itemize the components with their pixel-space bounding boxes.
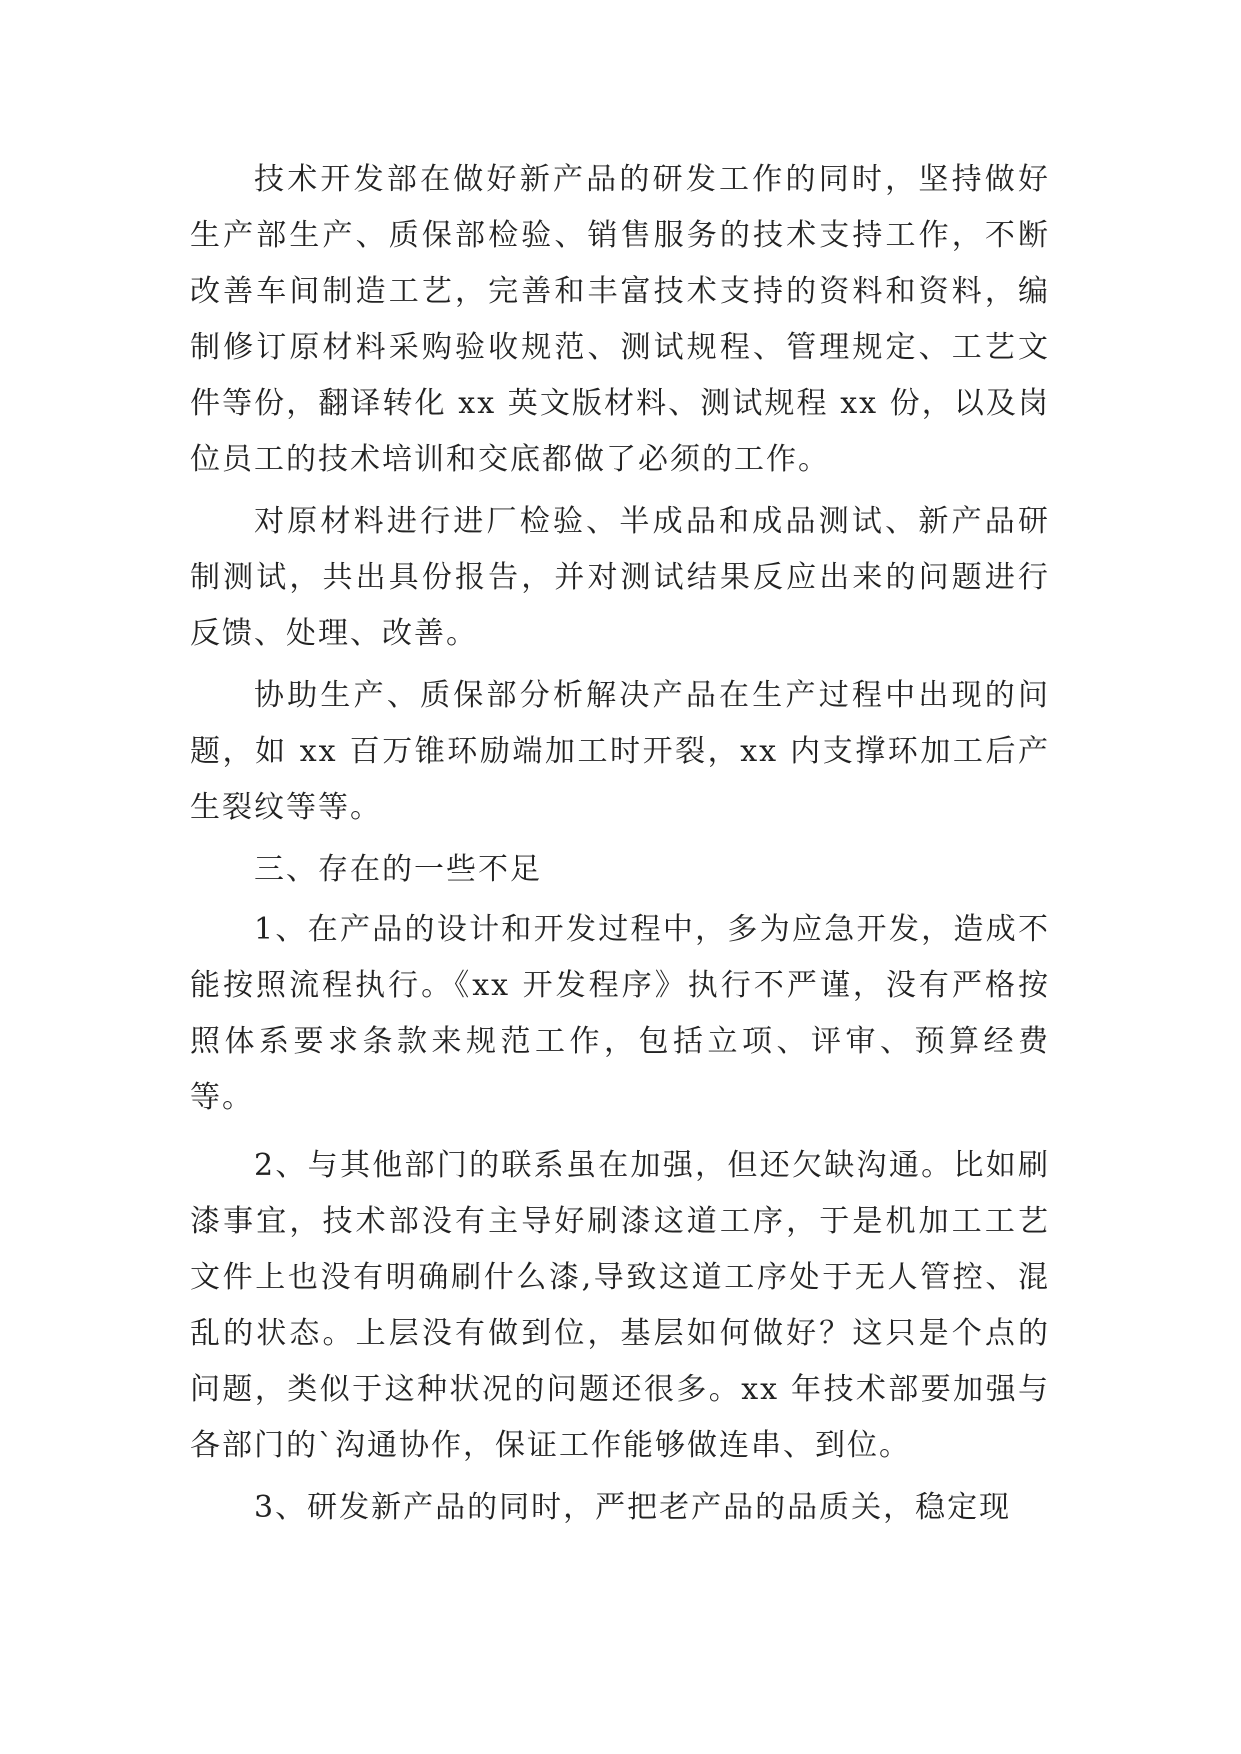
document-body [190, 152, 1050, 1536]
list-item-3: 3、研发新产品的同时，严把老产品的品质关，稳定现 [254, 1490, 1012, 1525]
list-item-2: 2、与其他部门的联系虽在加强，但还欠缺沟通。比如刷漆事宜，技术部没有主导好刷漆这道工序，于是机加工工艺文件上也没有明确刷什么漆,导致这道工序处于无人管控、混乱的状态。上层没有做到位，基层如何做好？这只是个点的问题，类似于这种状况的问题还很多。xx 年技术部要加强与各部门的`沟通协作，保证工作能够做连串、到位。 [190, 1148, 1050, 1463]
paragraph-material-testing: 对原材料进行进厂检验、半成品和成品测试、新产品研制测试，共出具份报告，并对测试结果反应出来的问题进行反馈、处理、改善。 [190, 504, 1050, 651]
paragraph-production-support: 协助生产、质保部分析解决产品在生产过程中出现的问题，如 xx 百万锥环励端加工时开裂，xx 内支撑环加工后产生裂纹等等。 [190, 678, 1050, 825]
list-item-1: 1、在产品的设计和开发过程中，多为应急开发，造成不能按照流程执行。《xx 开发程序》执行不严谨，没有严格按照体系要求条款来规范工作，包括立项、评审、预算经费等。 [190, 912, 1050, 1115]
paragraph-tech-dev-work: 技术开发部在做好新产品的研发工作的同时，坚持做好生产部生产、质保部检验、销售服务的技术支持工作，不断改善车间制造工艺，完善和丰富技术支持的资料和资料，编制修订原材料采购验收规范、测试规程、管理规定、工艺文件等份，翻译转化 xx 英文版材料、测试规程 xx 份，以及岗位员工的技术培训和交底都做了必须的工作。 [190, 162, 1050, 477]
section-heading: 三、存在的一些不足 [254, 852, 542, 887]
